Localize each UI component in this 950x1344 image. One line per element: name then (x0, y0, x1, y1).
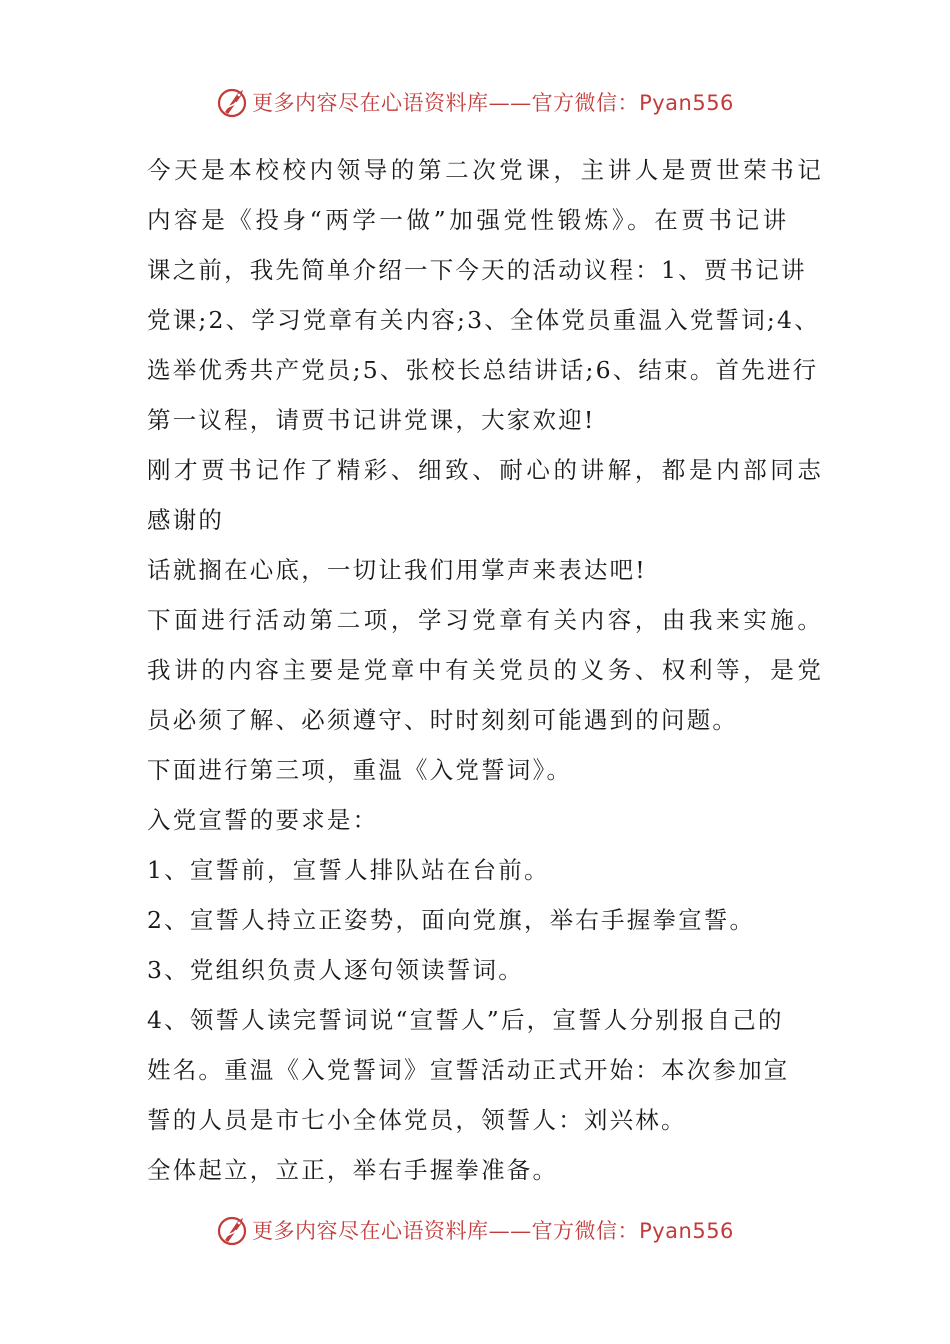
banner-wechat-label: 官方微信： (531, 91, 640, 115)
list-item: 1、宣誓前，宣誓人排队站在台前。 (147, 856, 550, 884)
paragraph-line: 选举优秀共产党员;5、张校长总结讲话;6、结束。首先进行 (147, 356, 819, 384)
banner-wechat-id: Pyan556 (639, 1219, 734, 1243)
paragraph-line: 课之前，我先简单介绍一下今天的活动议程：1、贾书记讲 (147, 256, 807, 284)
list-item: 4、领誓人读完誓词说“宣誓人”后，宣誓人分别报自己的 (147, 1006, 784, 1034)
paragraph-line: 第一议程，请贾书记讲党课，大家欢迎! (147, 406, 596, 434)
banner-text (252, 87, 734, 117)
footer-banner (0, 1208, 950, 1252)
paragraph-line: 我讲的内容主要是党章中有关党员的义务、权利等，是党 (147, 656, 825, 684)
paragraph-line: 入党宣誓的要求是： (147, 806, 379, 834)
banner-wechat-label: 官方微信： (531, 1219, 640, 1243)
paragraph-line: 话就搁在心底，一切让我们用掌声来表达吧! (147, 556, 647, 584)
banner-title: 更多内容尽在心语资料库 (252, 1219, 489, 1243)
paragraph-line: 誓的人员是市七小全体党员，领誓人：刘兴林。 (147, 1106, 687, 1134)
banner-dash: —— (488, 91, 532, 115)
paragraph-line: 姓名。重温《入党誓词》宣誓活动正式开始：本次参加宣 (147, 1056, 790, 1084)
banner-dash: —— (488, 1219, 532, 1243)
banner-text (252, 1215, 734, 1245)
pen-nib-logo-icon (216, 85, 250, 119)
paragraph-line: 感谢的 (147, 506, 225, 534)
paragraph-line: 刚才贾书记作了精彩、细致、耐心的讲解，都是内部同志 (147, 456, 825, 484)
paragraph-line: 员必须了解、必须遵守、时时刻刻可能遇到的问题。 (147, 706, 739, 734)
document-body (147, 145, 825, 1195)
paragraph-line: 内容是《投身“两学一做”加强党性锻炼》。在贾书记讲 (147, 206, 790, 234)
list-item: 2、宣誓人持立正姿势，面向党旗，举右手握拳宣誓。 (147, 906, 756, 934)
paragraph-line: 全体起立，立正，举右手握拳准备。 (147, 1156, 559, 1184)
pen-nib-logo-icon (216, 1213, 250, 1247)
banner-title: 更多内容尽在心语资料库 (252, 91, 489, 115)
paragraph-line: 下面进行活动第二项，学习党章有关内容，由我来实施。 (147, 606, 825, 634)
list-item: 3、党组织负责人逐句领读誓词。 (147, 956, 524, 984)
paragraph-line: 今天是本校校内领导的第二次党课，主讲人是贾世荣书记 (147, 156, 825, 184)
header-banner (0, 80, 950, 124)
paragraph-line: 下面进行第三项，重温《入党誓词》。 (147, 756, 573, 784)
paragraph-line: 党课;2、学习党章有关内容;3、全体党员重温入党誓词;4、 (147, 306, 820, 334)
banner-wechat-id: Pyan556 (639, 91, 734, 115)
